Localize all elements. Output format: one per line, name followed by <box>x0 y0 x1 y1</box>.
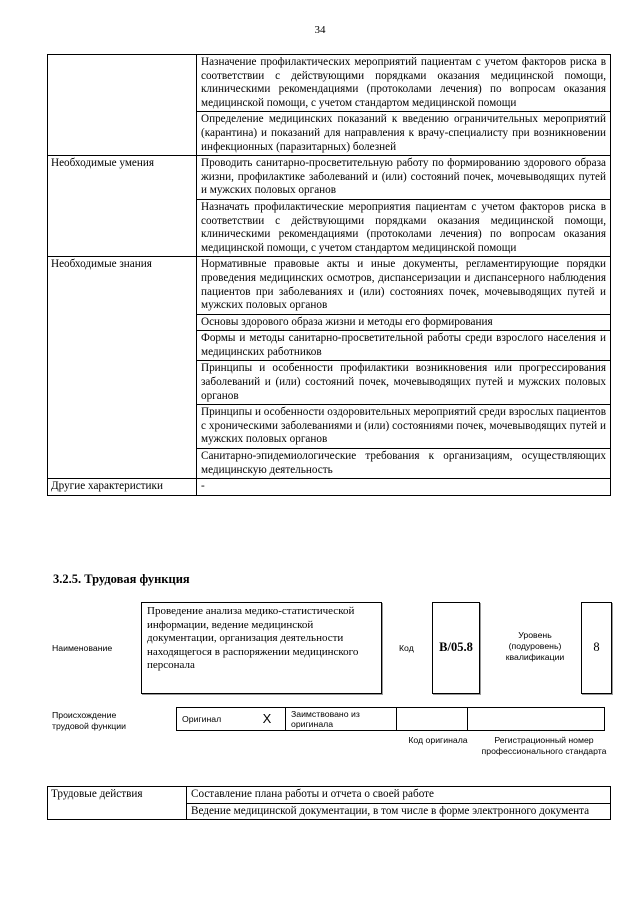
origin-reg-cell <box>468 708 605 731</box>
code-label: Код <box>399 643 414 653</box>
original-code-label: Код оригинала <box>408 735 468 745</box>
origin-borrowed: Заимствовано из оригинала <box>286 708 397 731</box>
table-cell: Ведение медицинской документации, в том числе в форме электронного документа <box>187 803 611 820</box>
table-cell: Проводить санитарно-просветительную работу по формированию здорового образа жизни, профилактике заболеваний и (или) состояний почек, мочевыводящих путей и мужских половых органов <box>197 156 611 200</box>
table-cell: Нормативные правовые акты и иные документы, регламентирующие порядки проведения медицинских осмотров, диспансеризации и диспансерного наблюдения пациентов при заболеваниях и (или) состояниях почек, мочевыводящих путей и мужских половых органов <box>197 257 611 314</box>
origin-code-cell <box>397 708 468 731</box>
table-cell: Назначать профилактические мероприятия пациентам с учетом факторов риска в соответствии с действующими порядками оказания медицинской помощи, клиническими рекомендациями (протоколами лечения) по вопросам оказания медицинской помощи, с учетом стандартом медицинской помощи <box>197 199 611 256</box>
page-number: 34 <box>314 24 326 36</box>
code-value: B/05.8 <box>439 640 473 654</box>
origin-original: Оригинал <box>177 708 250 731</box>
row-label <box>48 55 197 156</box>
table-cell: Составление плана работы и отчета о своей работе <box>187 787 611 804</box>
table-row <box>48 156 611 200</box>
table-cell: Определение медицинских показаний к введению ограничительных мероприятий (карантина) и показаний для направления к врачу-специалисту при возникновении инфекционных (паразитарных) болезней <box>197 112 611 156</box>
table-cell: Принципы и особенности профилактики возникновения или прогрессирования заболеваний и (или) состояний почек, мочевыводящих путей и мужских половых органов <box>197 361 611 405</box>
origin-mark: X <box>249 708 286 731</box>
row-label-knowledge: Необходимые знания <box>48 257 197 479</box>
origin-label: Происхождение трудовой функции <box>52 710 126 731</box>
row-label-actions: Трудовые действия <box>48 787 187 820</box>
table-cell: Принципы и особенности оздоровительных мероприятий среди взрослых пациентов с хроническими заболеваниями и (или) состояниями почек, мочевыводящих путей и мужских половых органов <box>197 405 611 449</box>
name-label: Наименование <box>52 643 113 653</box>
table-cell: Назначение профилактических мероприятий пациентам с учетом факторов риска в соответствии с действующими порядками оказания медицинской помощи, клиническими рекомендациями (протоколами лечения) по вопросам оказания медицинской помощи, с учетом стандартом медицинской помощи <box>197 55 611 112</box>
function-name: Проведение анализа медико-статистической информации, ведение медицинской документации, организация деятельности находящегося в распоряжении медицинского персонала <box>147 605 359 672</box>
table-cell: Формы и методы санитарно-просветительной работы среди взрослого населения и медицинских работников <box>197 331 611 361</box>
requirements-table <box>47 54 611 496</box>
table-row <box>48 479 611 496</box>
table-row <box>48 257 611 314</box>
actions-table <box>47 786 611 820</box>
origin-table <box>176 707 605 731</box>
table-row <box>48 787 611 804</box>
table-cell: Основы здорового образа жизни и методы его формирования <box>197 314 611 331</box>
section-heading: 3.2.5. Трудовая функция <box>53 572 190 586</box>
table-cell: - <box>197 479 611 496</box>
row-label-other: Другие характеристики <box>48 479 197 496</box>
table-cell: Санитарно-эпидемиологические требования к организациям, осуществляющих медицинскую деятельность <box>197 449 611 479</box>
row-label-skills: Необходимые умения <box>48 156 197 257</box>
table-row <box>48 55 611 112</box>
level-value: 8 <box>593 640 600 654</box>
registration-number-label: Регистрационный номер профессионального стандарта <box>481 735 607 756</box>
level-label: Уровень (подуровень) квалификации <box>505 630 565 662</box>
